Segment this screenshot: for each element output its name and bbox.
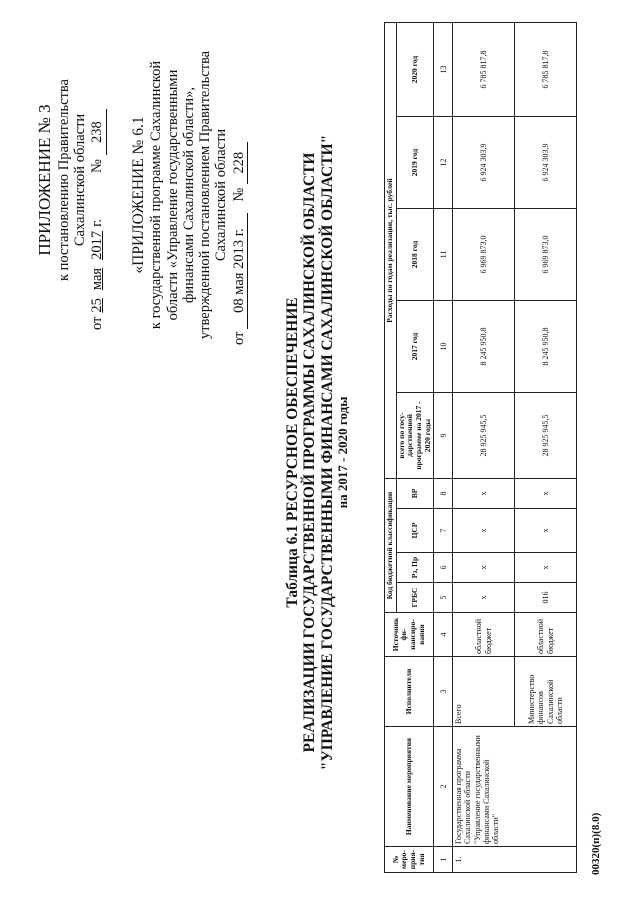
number-label: № (230, 187, 247, 202)
row-rzpr: x (453, 553, 515, 583)
row-2020: 6 785 817,8 (515, 22, 577, 116)
row-total: 28 925 945,5 (453, 393, 515, 479)
row-2019: 6 924 303,9 (453, 117, 515, 209)
row-2017: 8 245 950,8 (515, 301, 577, 393)
column-number: 8 (434, 479, 453, 509)
table-title-block (284, 40, 351, 865)
header-executor: Исполнители (385, 657, 434, 727)
header-name: Наименование мероприятия (385, 727, 434, 847)
row-source: областной бюджет (453, 613, 515, 657)
date-prefix: от (230, 331, 247, 345)
column-number-row (434, 22, 453, 872)
row-2017: 8 245 950,8 (453, 301, 515, 393)
table-title: Таблица 6.1 РЕСУРСНОЕ ОБЕСПЕЧЕНИЕ (284, 297, 301, 608)
header-2020: 2020 год (396, 22, 434, 116)
column-number: 7 (434, 509, 453, 553)
document-number: 228 (231, 142, 248, 184)
row-num: 1. (453, 847, 577, 873)
column-number: 11 (434, 209, 453, 301)
resource-table (384, 22, 577, 873)
row-2019: 6 924 303,9 (515, 117, 577, 209)
appendix-6-1-body: к государственной программе Сахалинской области «Управление государственными финансами Сахалинской области», утвержденной постановлением Правительства Сахалинской области (148, 50, 230, 340)
header-num: № меро-прия-тия (385, 847, 434, 873)
date-day: 25 (88, 298, 105, 313)
table-title-period: на 2017 - 2020 годы (335, 396, 351, 509)
header-2019: 2019 год (396, 117, 434, 209)
date-month: мая (88, 267, 105, 291)
document-code: 00320(п)(8.0) (590, 812, 602, 875)
column-number: 10 (434, 301, 453, 393)
header-expenses: Расходы по годам реализации, тыс. рублей (385, 22, 397, 478)
row-grbs: 016 (515, 583, 577, 613)
column-number: 3 (434, 657, 453, 727)
table-row (453, 22, 515, 872)
header-total: всего по госу-дарственной программе на 2017 - 2020 годы (396, 393, 434, 479)
row-program-name: Государственная программа Сахалинской области "Управление государственными финансами Сахалинской области" (453, 727, 577, 847)
table-header-row (385, 22, 397, 872)
appendix-6-1-title: «ПРИЛОЖЕНИЕ № 6.1 (130, 116, 147, 274)
table-title-line-2: РЕАЛИЗАЦИИ ГОСУДАРСТВЕННОЙ ПРОГРАММЫ САХАЛИНСКОЙ ОБЛАСТИ (301, 152, 319, 753)
column-number: 1 (434, 847, 453, 873)
header-grbs: ГРБС (396, 583, 434, 613)
row-vr: x (515, 479, 577, 509)
row-executor: Всего (453, 657, 515, 727)
column-number: 5 (434, 583, 453, 613)
row-vr: x (453, 479, 515, 509)
date-year: 2017 (88, 230, 105, 260)
appendix-3-title: ПРИЛОЖЕНИЕ № 3 (35, 104, 54, 256)
header-rzpr: Рз, Пр (396, 553, 434, 583)
appendix-3-date-line (90, 30, 107, 330)
appendix-6-1-header (130, 45, 248, 345)
row-total: 28 925 945,5 (515, 393, 577, 479)
row-2018: 6 969 873,0 (453, 209, 515, 301)
header-vr: ВР (396, 479, 434, 509)
header-budget-code: Код бюджетной классификации (385, 479, 397, 613)
row-executor: Министерство финансов Сахалинской области (515, 657, 577, 727)
column-number: 2 (434, 727, 453, 847)
row-csr: x (515, 509, 577, 553)
appendix-3-line-1: к постановлению Правительства (55, 79, 72, 281)
document-number: 238 (90, 109, 107, 155)
row-2018: 6 969 873,0 (515, 209, 577, 301)
column-number: 9 (434, 393, 453, 479)
column-number: 6 (434, 553, 453, 583)
date-prefix: от (88, 316, 105, 330)
row-csr: x (453, 509, 515, 553)
column-number: 4 (434, 613, 453, 657)
header-csr: ЦСР (396, 509, 434, 553)
row-2020: 6 785 817,8 (453, 22, 515, 116)
table-title-line-3: "УПРАВЛЕНИЕ ГОСУДАРСТВЕННЫМИ ФИНАНСАМИ САХАЛИНСКОЙ ОБЛАСТИ" (318, 134, 336, 771)
date-value: 08 мая 2013 г. (231, 213, 248, 329)
row-source: областной бюджет (515, 613, 577, 657)
row-grbs: x (453, 583, 515, 613)
number-label: № (88, 159, 105, 173)
appendix-3-line-2: Сахалинской области (71, 113, 88, 247)
column-number: 12 (434, 117, 453, 209)
header-source: Источник фи-нансиро-вания (385, 613, 434, 657)
header-2018: 2018 год (396, 209, 434, 301)
date-suffix: г. (88, 218, 105, 227)
column-number: 13 (434, 22, 453, 116)
appendix-6-1-date-line (231, 45, 248, 345)
row-rzpr: x (515, 553, 577, 583)
header-2017: 2017 год (396, 301, 434, 393)
appendix-3-header (36, 30, 107, 330)
